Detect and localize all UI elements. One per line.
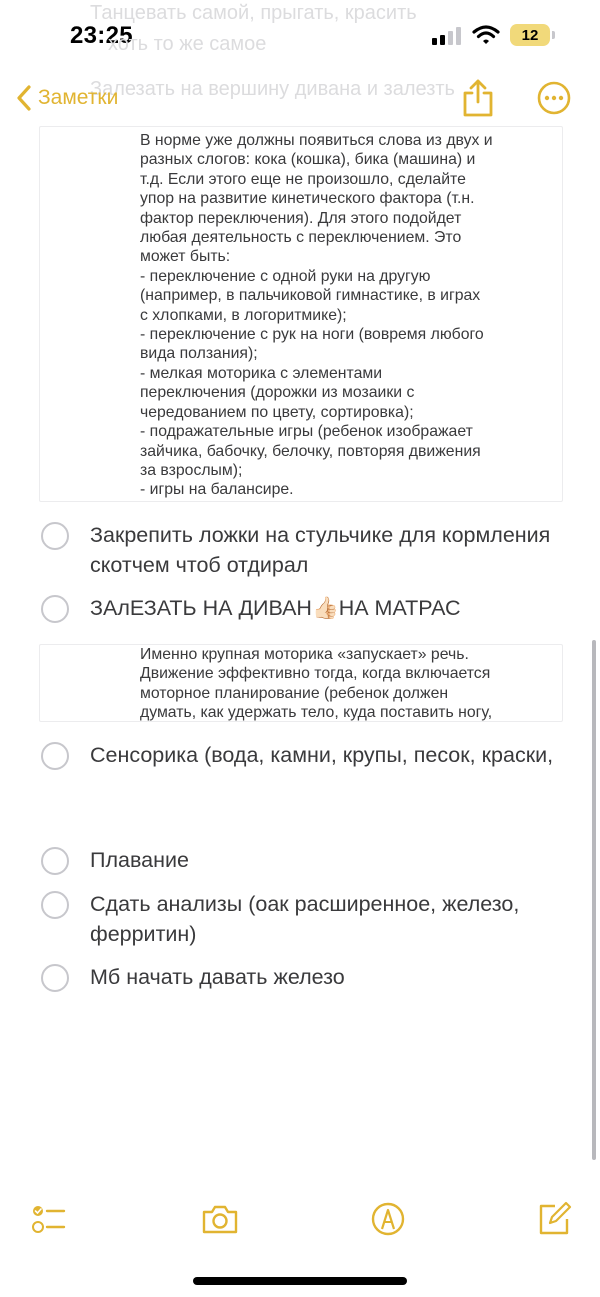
ghost-line: хоть то же самое [108,33,267,55]
checkbox[interactable] [41,742,69,770]
checklist-icon[interactable] [29,1200,67,1238]
back-label: Заметки [38,86,119,109]
battery-level: 12 [521,26,539,44]
checklist-item-text[interactable]: Плавание [90,848,189,872]
wifi-icon [472,24,500,46]
ellipsis-icon[interactable] [537,81,571,115]
checklist-item-text[interactable]: ЗАлЕЗАТЬ НА ДИВАН👍🏻НА МАТРАС [90,596,461,620]
back-button[interactable] [16,78,118,118]
checklist-item-text[interactable]: Мб начать давать железо [90,965,345,989]
pen-markup-icon[interactable] [369,1200,407,1238]
pasted-text: Именно крупная моторика «запускает» речь. Движение эффективно тогда, когда включается моторное планирование (ребенок должен думать, как удержать тело, куда поставить ногу, [140,646,493,722]
ghost-line: Танцевать самой, прыгать, красить [90,2,417,24]
pasted-text: В норме уже должны появиться слова из двух и разных слогов: кока (кошка), бика (машина) и т.д. Если этого еще не произошло, сделайте упор на развитие кинетического фактора (т.н. фактор переключения). Для этого подойдет любая деятельность с переключением. Это может быть: - переключение с одной руки на другую (например, в пальчиковой гимнастике, в играх с хлопками, в логоритмике); - переключение с рук на ноги (вовремя любого вида ползания); - мелкая моторика с элементами переключения (дорожки из мозаики с чередованием по цвету, сортировка); - подражательные игры (ребенок изображает зайчика, бабочку, белочку, повторяя движения за взрослым); - игры на балансире. [140,132,493,499]
note-body[interactable] [0,126,600,1186]
pasted-text-block [39,644,563,722]
compose-icon[interactable] [535,1200,573,1238]
status-time: 23:25 [70,22,133,49]
checklist-item-text[interactable]: Сенсорика (вода, камни, крупы, песок, краски, [90,743,554,767]
chevron-left-icon [16,84,32,112]
checkbox[interactable] [41,891,69,919]
checklist-item-text[interactable]: Сдать анализы (оак расширенное, железо, ферритин) [90,892,520,946]
pasted-text-block [39,126,563,502]
battery-indicator [510,24,550,46]
battery-tip [552,31,555,39]
checkbox[interactable] [41,595,69,623]
navigation-bar [0,70,600,126]
scroll-indicator[interactable] [592,640,596,1160]
checkbox[interactable] [41,847,69,875]
home-indicator[interactable] [193,1277,407,1285]
checkbox[interactable] [41,964,69,992]
cellular-signal-icon [432,27,464,45]
camera-icon[interactable] [200,1200,240,1238]
bottom-toolbar [0,1195,600,1245]
share-icon[interactable] [460,78,496,118]
checklist-item-text[interactable]: Закрепить ложки на стульчике для кормления скотчем чтоб отдирал [90,523,551,577]
checkbox[interactable] [41,522,69,550]
ghost-line: Залезать на вершину дивана и залезть [90,78,455,100]
